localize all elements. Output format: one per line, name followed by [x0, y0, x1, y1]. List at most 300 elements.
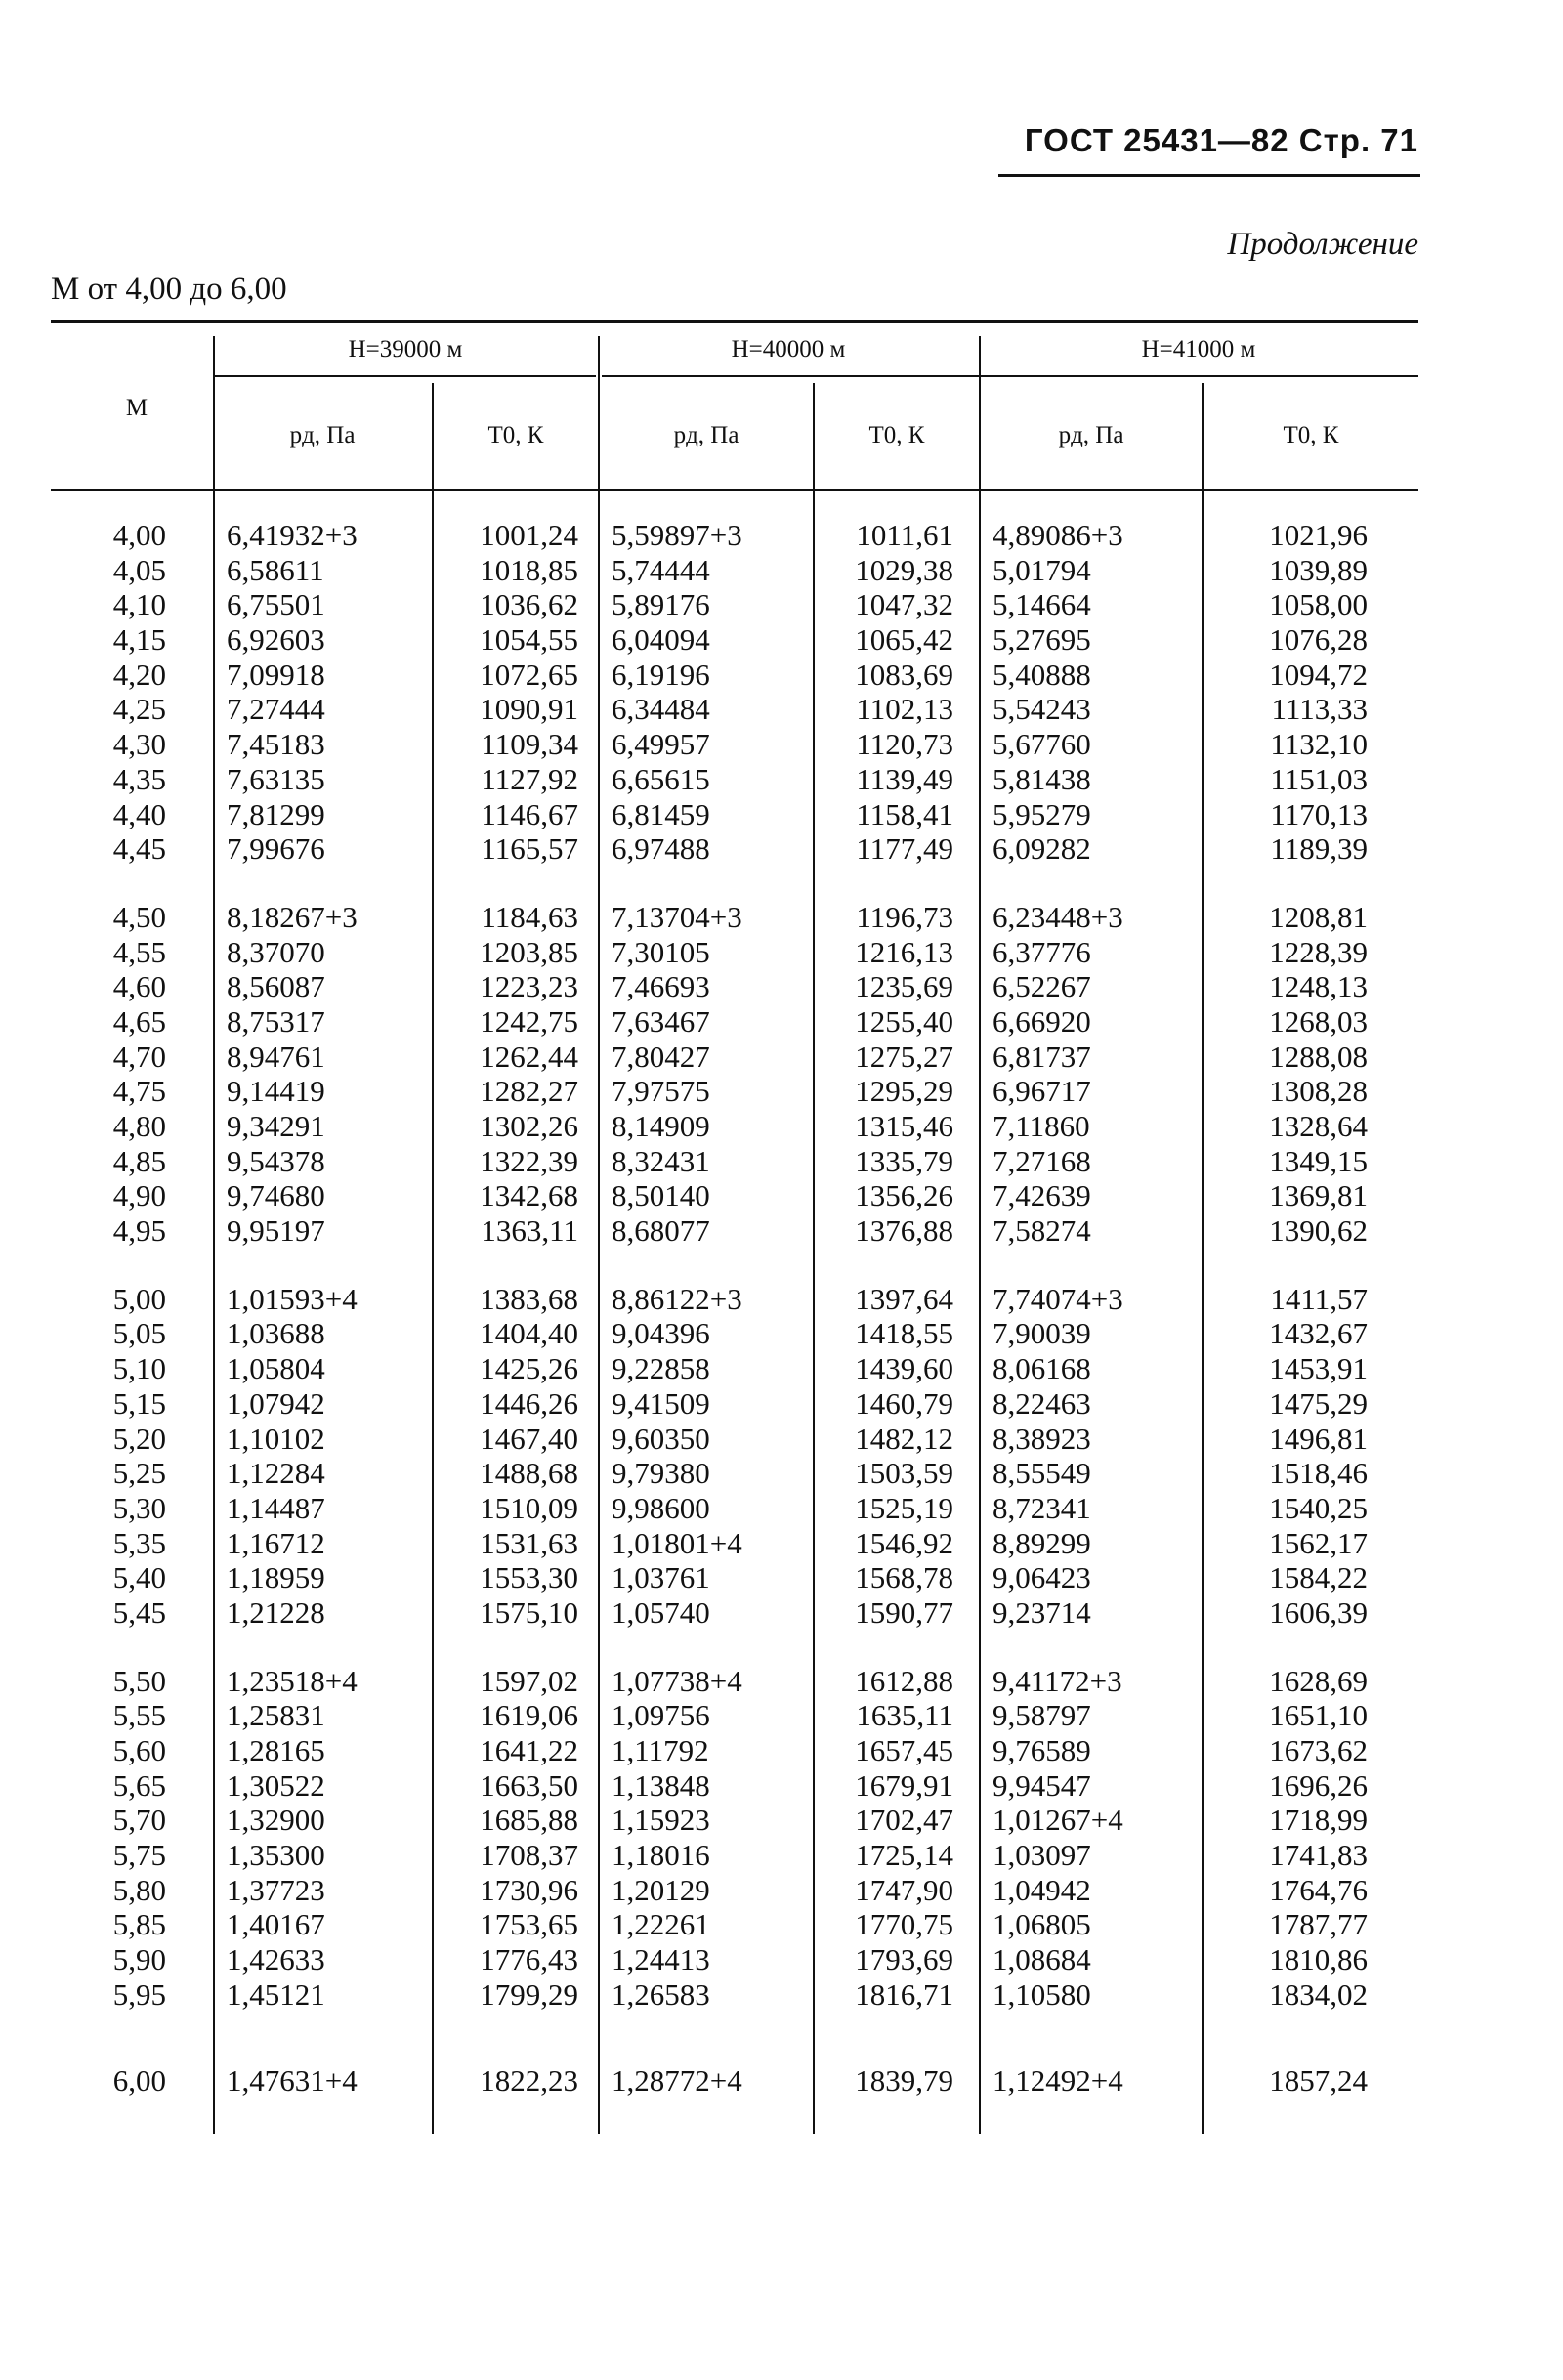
table-cell: 5,35 [112, 1525, 166, 1560]
table-cell: 5,59897+3 [612, 518, 742, 552]
table-cell: 1,23518+4 [227, 1663, 358, 1698]
table-cell: 1295,29 [855, 1074, 953, 1109]
column-pressure-41000 [993, 518, 1168, 2098]
table-cell: 1657,45 [855, 1733, 953, 1767]
table-cell: 6,58611 [227, 552, 324, 587]
table-cell: 1,45121 [227, 1976, 325, 2012]
table-cell: 1446,26 [480, 1385, 578, 1421]
table-cell: 1488,68 [480, 1456, 578, 1491]
table-cell: 4,45 [112, 831, 166, 867]
table-cell: 7,46693 [612, 969, 710, 1004]
table-cell: 1,22261 [612, 1907, 710, 1942]
table-cell: 6,96717 [993, 1074, 1091, 1109]
block-gap [778, 1249, 953, 1282]
table-cell: 1510,09 [480, 1490, 578, 1525]
table-cell: 1139,49 [856, 761, 953, 796]
table-cell: 9,34291 [227, 1109, 325, 1143]
table-cell: 7,63467 [612, 1003, 710, 1039]
table-cell: 1151,03 [1270, 761, 1368, 796]
table-cell: 1460,79 [855, 1385, 953, 1421]
table-cell: 1335,79 [855, 1143, 953, 1178]
table-cell: 1,16712 [227, 1525, 325, 1560]
block-gap [402, 867, 578, 900]
table-cell: 1275,27 [855, 1039, 953, 1074]
table-cell: 7,42639 [993, 1178, 1091, 1213]
table-cell: 7,13704+3 [612, 899, 742, 934]
table-cell: 1590,77 [855, 1594, 953, 1630]
table-cell: 1404,40 [480, 1316, 578, 1351]
column-mach [59, 518, 166, 2098]
table-cell: 1065,42 [855, 622, 953, 658]
table-cell: 9,74680 [227, 1178, 325, 1213]
table-cell: 4,70 [112, 1039, 166, 1074]
block-gap [227, 1631, 402, 1664]
table-cell: 6,00 [112, 2062, 166, 2098]
table-cell: 6,75501 [227, 587, 325, 622]
table-cell: 8,06168 [993, 1351, 1091, 1386]
table-cell: 1196,73 [856, 899, 953, 934]
table-cell: 8,75317 [227, 1003, 325, 1039]
table-cell: 6,52267 [993, 969, 1091, 1004]
block-gap [612, 2013, 787, 2063]
table-cell: 1,01593+4 [227, 1281, 358, 1316]
table-cell: 1308,28 [1269, 1074, 1368, 1109]
table-cell: 1,10580 [993, 1976, 1091, 2012]
table-cell: 1540,25 [1269, 1490, 1368, 1525]
table-cell: 5,40 [112, 1560, 166, 1595]
table-cell: 1,10102 [227, 1421, 325, 1456]
table-cell: 5,20 [112, 1421, 166, 1456]
table-cell: 7,74074+3 [993, 1281, 1123, 1316]
table-cell: 9,04396 [612, 1316, 710, 1351]
table-cell: 5,95 [112, 1976, 166, 2012]
block-gap [1192, 1249, 1368, 1282]
table-cell: 8,72341 [993, 1490, 1091, 1525]
table-cell: 1322,39 [480, 1143, 578, 1178]
table-cell: 1,12284 [227, 1456, 325, 1491]
table-cell: 5,65 [112, 1767, 166, 1803]
table-cell: 1132,10 [1270, 727, 1368, 762]
table-cell: 1,18959 [227, 1560, 325, 1595]
table-cell: 1,12492+4 [993, 2062, 1123, 2098]
table-cell: 1011,61 [856, 518, 953, 552]
table-cell: 1799,29 [480, 1976, 578, 2012]
table-cell: 1039,89 [1269, 552, 1368, 587]
block-gap [59, 2013, 166, 2063]
table-cell: 5,50 [112, 1663, 166, 1698]
table-cell: 9,95197 [227, 1213, 325, 1249]
table-cell: 1349,15 [1269, 1143, 1368, 1178]
table-cell: 1747,90 [855, 1872, 953, 1907]
group-1-altitude: H=39000 м [348, 336, 463, 362]
table-cell: 1,21228 [227, 1594, 325, 1630]
table-cell: 9,41172+3 [993, 1663, 1122, 1698]
table-cell: 1235,69 [855, 969, 953, 1004]
table-cell: 1216,13 [855, 934, 953, 969]
table-cell: 6,92603 [227, 622, 325, 658]
header-rule [998, 174, 1420, 177]
table-cell: 6,19196 [612, 657, 710, 692]
block-gap [993, 2013, 1168, 2063]
table-cell: 5,05 [112, 1316, 166, 1351]
table-cell: 1,03097 [993, 1838, 1091, 1873]
table-cell: 9,23714 [993, 1594, 1091, 1630]
table-cell: 7,27168 [993, 1143, 1091, 1178]
table-cell: 4,90 [112, 1178, 166, 1213]
table-cell: 1158,41 [856, 796, 953, 831]
table-cell: 4,30 [112, 727, 166, 762]
group-3-pressure-header: pд, Па [1058, 422, 1124, 448]
table-cell: 6,66920 [993, 1003, 1091, 1039]
table-cell: 4,15 [112, 622, 166, 658]
table-cell: 1730,96 [480, 1872, 578, 1907]
table-cell: 9,58797 [993, 1698, 1091, 1733]
table-cell: 1120,73 [856, 727, 953, 762]
table-cell: 1223,23 [480, 969, 578, 1004]
table-cell: 1787,77 [1269, 1907, 1368, 1942]
table-cell: 1,06805 [993, 1907, 1091, 1942]
block-gap [612, 867, 787, 900]
table-cell: 1328,64 [1269, 1109, 1368, 1143]
block-gap [227, 1249, 402, 1282]
col-divider [979, 336, 981, 2134]
table-cell: 1,09756 [612, 1698, 710, 1733]
page-header: ГОСТ 25431—82 Стр. 71 [1024, 122, 1418, 158]
table-cell: 6,49957 [612, 727, 710, 762]
table-cell: 5,80 [112, 1872, 166, 1907]
table-cell: 4,55 [112, 934, 166, 969]
table-cell: 9,98600 [612, 1490, 710, 1525]
table-cell: 1,05804 [227, 1351, 325, 1386]
table-cell: 4,25 [112, 692, 166, 727]
table-cell: 1268,03 [1269, 1003, 1368, 1039]
table-cell: 5,14664 [993, 587, 1091, 622]
table-cell: 8,56087 [227, 969, 325, 1004]
table-cell: 1208,81 [1269, 899, 1368, 934]
table-cell: 7,11860 [993, 1109, 1090, 1143]
table-cell: 7,58274 [993, 1213, 1091, 1249]
table-cell: 6,09282 [993, 831, 1091, 867]
table-cell: 1,35300 [227, 1838, 325, 1873]
table-cell: 5,85 [112, 1907, 166, 1942]
table-cell: 1411,57 [1270, 1281, 1368, 1316]
table-cell: 1553,30 [480, 1560, 578, 1595]
column-pressure-40000 [612, 518, 787, 2098]
table-cell: 8,18267+3 [227, 899, 358, 934]
table-cell: 1189,39 [1270, 831, 1368, 867]
table-cell: 1,32900 [227, 1803, 325, 1838]
table-cell: 1839,79 [855, 2062, 953, 2098]
group-2-temperature-header: T0, К [868, 422, 925, 448]
table-cell: 4,89086+3 [993, 518, 1123, 552]
table-cell: 1248,13 [1269, 969, 1368, 1004]
table-cell: 1083,69 [855, 657, 953, 692]
table-cell: 1453,91 [1269, 1351, 1368, 1386]
column-temperature-41000 [1192, 518, 1368, 2098]
table-cell: 1857,24 [1269, 2062, 1368, 2098]
table-cell: 8,86122+3 [612, 1281, 742, 1316]
table-cell: 6,04094 [612, 622, 710, 658]
table-cell: 1467,40 [480, 1421, 578, 1456]
table-cell: 1,30522 [227, 1767, 325, 1803]
table-cell: 5,67760 [993, 727, 1091, 762]
table-cell: 1525,19 [855, 1490, 953, 1525]
table-cell: 1770,75 [855, 1907, 953, 1942]
table-cell: 1619,06 [480, 1698, 578, 1733]
table-cell: 1170,13 [1270, 796, 1368, 831]
table-cell: 1575,10 [480, 1594, 578, 1630]
col-m-header: М [125, 395, 148, 421]
table-cell: 9,79380 [612, 1456, 710, 1491]
table-cell: 5,55 [112, 1698, 166, 1733]
table-cell: 5,90 [112, 1942, 166, 1977]
block-gap [1192, 2013, 1368, 2063]
table-cell: 4,80 [112, 1109, 166, 1143]
table-cell: 6,81737 [993, 1039, 1091, 1074]
group-1-pressure-header: pд, Па [289, 422, 356, 448]
block-gap [59, 867, 166, 900]
table-cell: 7,80427 [612, 1039, 710, 1074]
table-cell: 1641,22 [480, 1733, 578, 1767]
table-cell: 5,10 [112, 1351, 166, 1386]
table-cell: 8,94761 [227, 1039, 325, 1074]
table-cell: 1696,26 [1269, 1767, 1368, 1803]
table-cell: 1685,88 [480, 1803, 578, 1838]
table-cell: 1725,14 [855, 1838, 953, 1873]
group-rule-2 [602, 375, 985, 377]
table-cell: 4,95 [112, 1213, 166, 1249]
table-cell: 6,37776 [993, 934, 1091, 969]
group-rule-1 [213, 375, 596, 377]
column-pressure-39000 [227, 518, 402, 2098]
table-cell: 1,28165 [227, 1733, 325, 1767]
table-cell: 4,85 [112, 1143, 166, 1178]
table-cell: 1018,85 [480, 552, 578, 587]
table-cell: 1503,59 [855, 1456, 953, 1491]
table-cell: 8,37070 [227, 934, 325, 969]
table-cell: 9,60350 [612, 1421, 710, 1456]
table-cell: 6,97488 [612, 831, 710, 867]
block-gap [227, 867, 402, 900]
table-cell: 8,50140 [612, 1178, 710, 1213]
table-cell: 1,01801+4 [612, 1525, 742, 1560]
table-cell: 1,40167 [227, 1907, 325, 1942]
table-cell: 5,30 [112, 1490, 166, 1525]
table-cell: 1376,88 [855, 1213, 953, 1249]
table-cell: 1793,69 [855, 1942, 953, 1977]
continuation-label: Продолжение [1227, 227, 1418, 262]
table-cell: 1753,65 [480, 1907, 578, 1942]
table-cell: 1363,11 [481, 1213, 578, 1249]
table-cell: 9,06423 [993, 1560, 1091, 1595]
table-cell: 4,60 [112, 969, 166, 1004]
table-cell: 1816,71 [855, 1976, 953, 2012]
table-cell: 1418,55 [855, 1316, 953, 1351]
table-cell: 8,89299 [993, 1525, 1091, 1560]
table-cell: 1,11792 [612, 1733, 709, 1767]
table-cell: 1,14487 [227, 1490, 325, 1525]
block-gap [1192, 1631, 1368, 1664]
table-cell: 1262,44 [480, 1039, 578, 1074]
table-cell: 1702,47 [855, 1803, 953, 1838]
table-cell: 1673,62 [1269, 1733, 1368, 1767]
table-cell: 1165,57 [481, 831, 578, 867]
table-cell: 5,00 [112, 1281, 166, 1316]
table-cell: 1562,17 [1269, 1525, 1368, 1560]
table-cell: 9,41509 [612, 1385, 710, 1421]
table-cell: 6,65615 [612, 761, 710, 796]
table-cell: 1741,83 [1269, 1838, 1368, 1873]
table-cell: 6,23448+3 [993, 899, 1123, 934]
table-cell: 8,32431 [612, 1143, 710, 1178]
table-cell: 4,65 [112, 1003, 166, 1039]
table-cell: 1628,69 [1269, 1663, 1368, 1698]
table-cell: 1113,33 [1271, 692, 1368, 727]
table-cell: 6,81459 [612, 796, 710, 831]
block-gap [612, 1249, 787, 1282]
table-cell: 7,99676 [227, 831, 325, 867]
table-cell: 1518,46 [1269, 1456, 1368, 1491]
table-cell: 7,27444 [227, 692, 325, 727]
table-cell: 6,34484 [612, 692, 710, 727]
block-gap [59, 1631, 166, 1664]
table-cell: 5,74444 [612, 552, 710, 587]
table-cell: 1,08684 [993, 1942, 1091, 1977]
table-cell: 1822,23 [480, 2062, 578, 2098]
group-3-altitude: H=41000 м [1141, 336, 1256, 362]
group-1-temperature-header: T0, К [487, 422, 544, 448]
table-cell: 1282,27 [480, 1074, 578, 1109]
table-cell: 1021,96 [1269, 518, 1368, 552]
table-cell: 5,27695 [993, 622, 1091, 658]
table-cell: 1242,75 [480, 1003, 578, 1039]
block-gap [402, 2013, 578, 2063]
table-cell: 4,75 [112, 1074, 166, 1109]
table-cell: 1369,81 [1269, 1178, 1368, 1213]
table-cell: 1,07942 [227, 1385, 325, 1421]
table-cell: 1,25831 [227, 1698, 325, 1733]
col-divider [213, 336, 215, 2134]
table-cell: 1546,92 [855, 1525, 953, 1560]
group-3-temperature-header: T0, К [1283, 422, 1339, 448]
table-cell: 1584,22 [1269, 1560, 1368, 1595]
table-cell: 9,14419 [227, 1074, 325, 1109]
table-cell: 5,01794 [993, 552, 1091, 587]
table-cell: 1146,67 [481, 796, 578, 831]
table-cell: 1383,68 [480, 1281, 578, 1316]
table-cell: 1,05740 [612, 1594, 710, 1630]
range-label: М от 4,00 до 6,00 [51, 272, 287, 307]
table-cell: 1102,13 [856, 692, 953, 727]
table-cell: 1255,40 [855, 1003, 953, 1039]
table-cell: 7,81299 [227, 796, 325, 831]
table-cell: 1228,39 [1269, 934, 1368, 969]
table-cell: 1606,39 [1269, 1594, 1368, 1630]
table-cell: 1,37723 [227, 1872, 325, 1907]
table-cell: 1,28772+4 [612, 2062, 742, 2098]
table-cell: 7,45183 [227, 727, 325, 762]
table-cell: 8,55549 [993, 1456, 1091, 1491]
table-cell: 5,81438 [993, 761, 1091, 796]
table-cell: 1496,81 [1269, 1421, 1368, 1456]
table-cell: 1597,02 [480, 1663, 578, 1698]
table-cell: 1,07738+4 [612, 1663, 742, 1698]
block-gap [778, 867, 953, 900]
table-cell: 8,68077 [612, 1213, 710, 1249]
column-temperature-39000 [402, 518, 578, 2098]
table-cell: 1651,10 [1269, 1698, 1368, 1733]
column-temperature-40000 [778, 518, 953, 2098]
table-cell: 5,95279 [993, 796, 1091, 831]
group-2-altitude: H=40000 м [731, 336, 846, 362]
block-gap [778, 1631, 953, 1664]
table-cell: 4,10 [112, 587, 166, 622]
block-gap [59, 1249, 166, 1282]
table-cell: 1531,63 [480, 1525, 578, 1560]
table-cell: 4,40 [112, 796, 166, 831]
table-cell: 5,45 [112, 1594, 166, 1630]
table-cell: 1425,26 [480, 1351, 578, 1386]
table-cell: 5,25 [112, 1456, 166, 1491]
table-cell: 1,13848 [612, 1767, 710, 1803]
table-cell: 7,90039 [993, 1316, 1091, 1351]
table-cell: 4,05 [112, 552, 166, 587]
table-cell: 4,35 [112, 761, 166, 796]
table-cell: 1,01267+4 [993, 1803, 1123, 1838]
table-cell: 1001,24 [480, 518, 578, 552]
table-cell: 1090,91 [480, 692, 578, 727]
table-cell: 1184,63 [481, 899, 578, 934]
table-cell: 1,20129 [612, 1872, 710, 1907]
table-cell: 1764,76 [1269, 1872, 1368, 1907]
table-cell: 1047,32 [855, 587, 953, 622]
table-cell: 7,30105 [612, 934, 710, 969]
group-rule-3 [985, 375, 1418, 377]
table-cell: 5,89176 [612, 587, 710, 622]
table-cell: 1718,99 [1269, 1803, 1368, 1838]
table-cell: 1356,26 [855, 1178, 953, 1213]
table-cell: 5,40888 [993, 657, 1091, 692]
group-2-pressure-header: pд, Па [673, 422, 739, 448]
table-cell: 5,75 [112, 1838, 166, 1873]
table-cell: 1568,78 [855, 1560, 953, 1595]
table-cell: 8,14909 [612, 1109, 710, 1143]
table-cell: 9,94547 [993, 1767, 1091, 1803]
table-cell: 4,20 [112, 657, 166, 692]
table-cell: 1109,34 [481, 727, 578, 762]
table-cell: 1127,92 [481, 761, 578, 796]
table-cell: 1432,67 [1269, 1316, 1368, 1351]
block-gap [227, 2013, 402, 2063]
table-cell: 1663,50 [480, 1767, 578, 1803]
table-cell: 7,63135 [227, 761, 325, 796]
table-cell: 1834,02 [1269, 1976, 1368, 2012]
table-cell: 4,00 [112, 518, 166, 552]
table-cell: 1635,11 [856, 1698, 953, 1733]
table-cell: 1076,28 [1269, 622, 1368, 658]
table-top-rule [51, 320, 1418, 323]
block-gap [993, 867, 1168, 900]
col-divider [598, 336, 600, 2134]
header-bottom-rule [51, 489, 1418, 491]
table-cell: 1,26583 [612, 1976, 710, 2012]
block-gap [402, 1249, 578, 1282]
table-cell: 1475,29 [1269, 1385, 1368, 1421]
table-cell: 8,38923 [993, 1421, 1091, 1456]
table-cell: 9,22858 [612, 1351, 710, 1386]
table-cell: 1,03761 [612, 1560, 710, 1595]
table-cell: 1203,85 [480, 934, 578, 969]
